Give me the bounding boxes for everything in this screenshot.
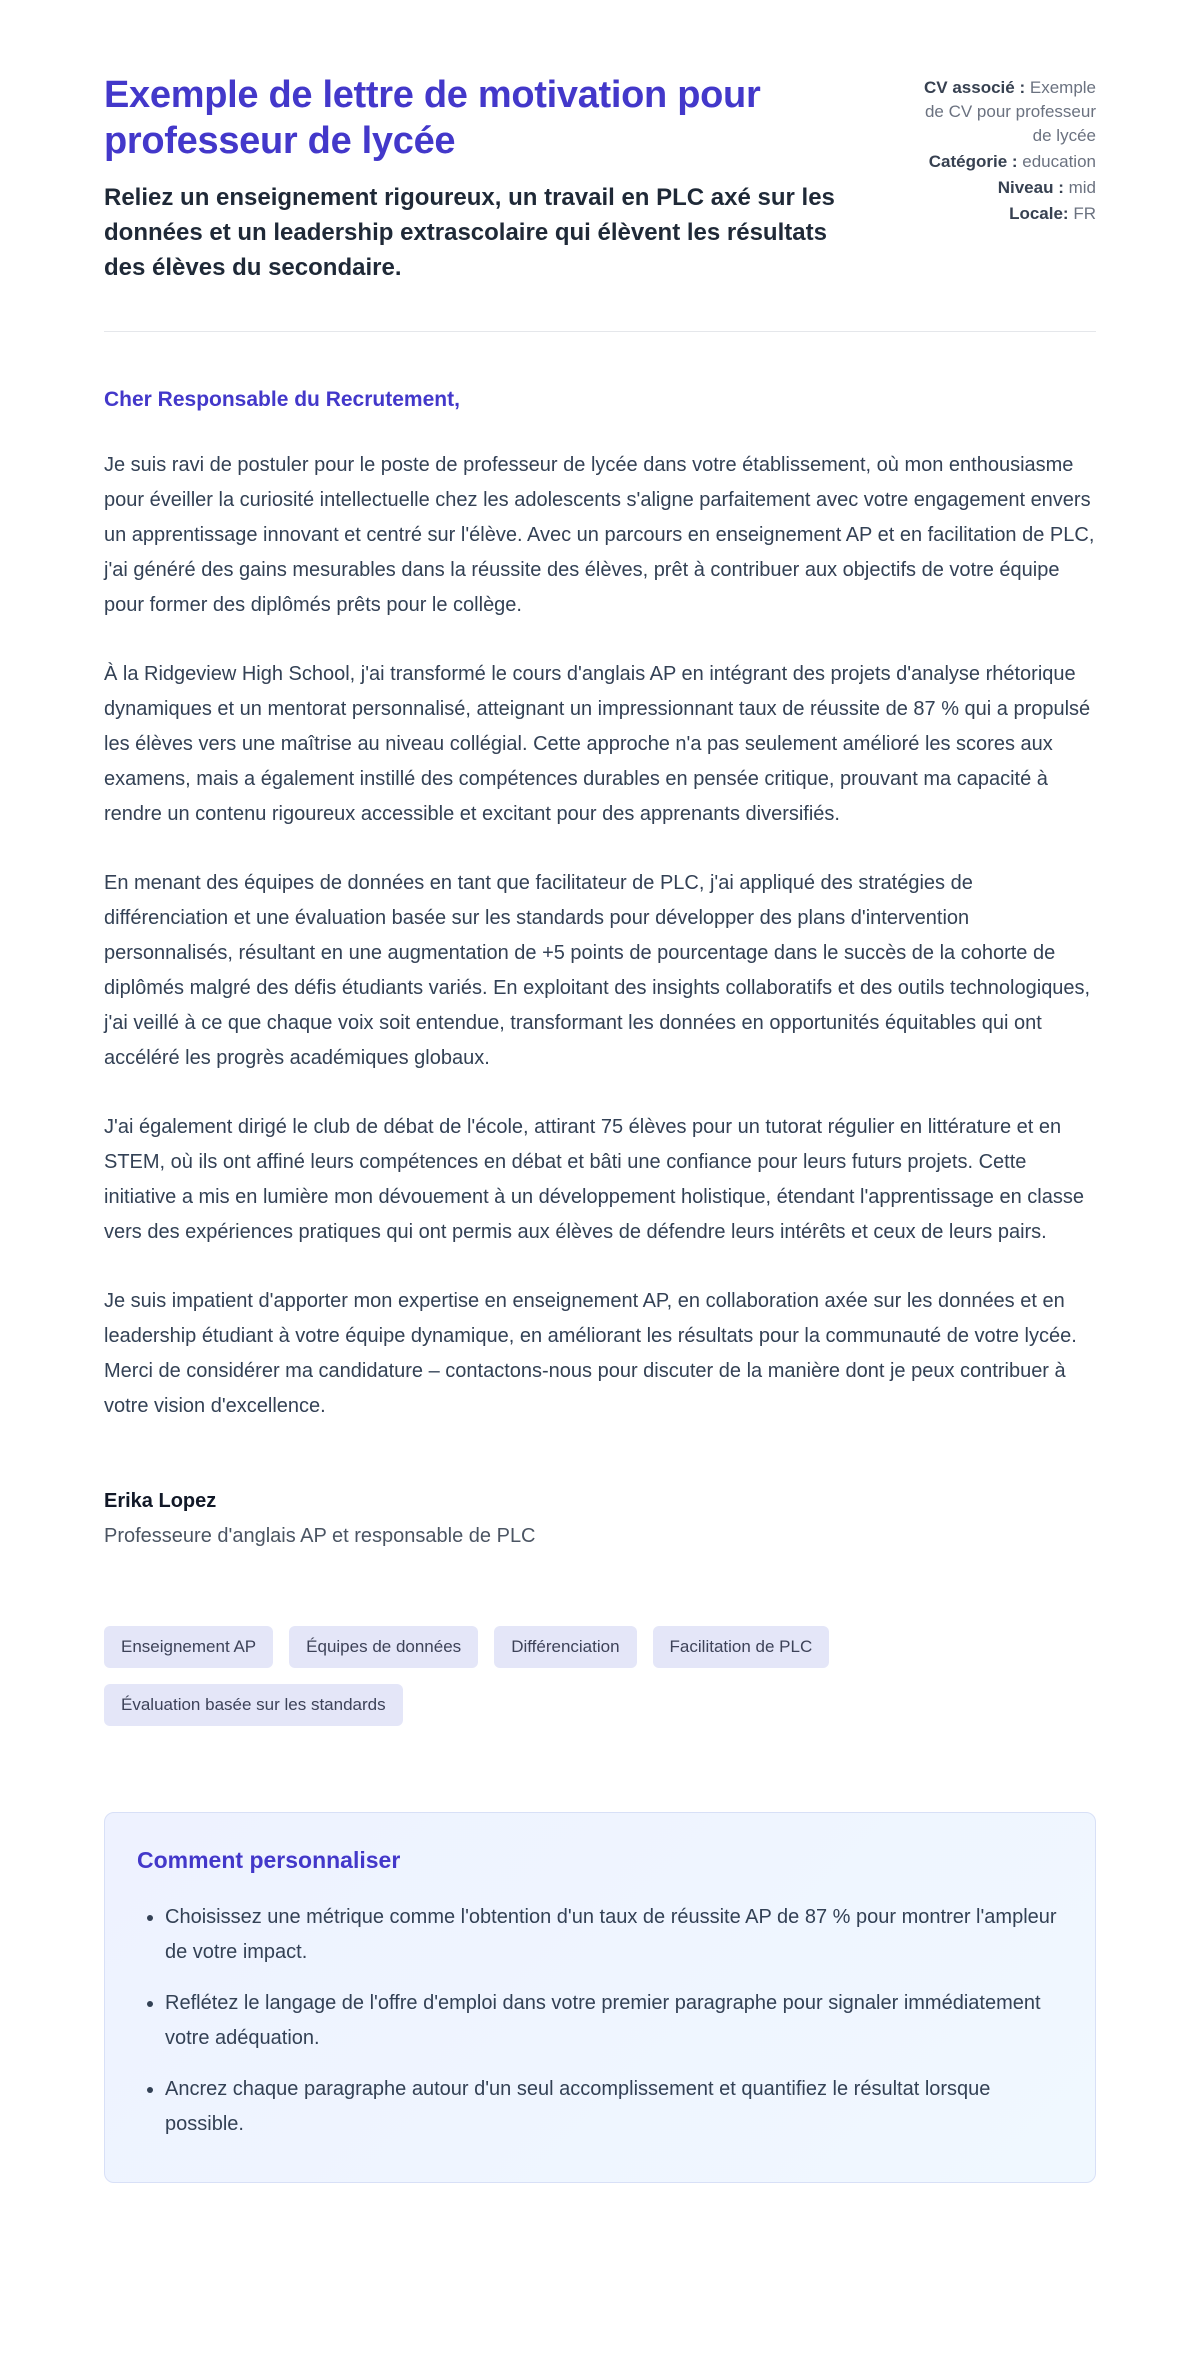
meta-label-niveau: Niveau : <box>997 178 1064 197</box>
cv-meta-panel <box>911 72 1096 228</box>
signature-name: Erika Lopez <box>104 1490 217 1512</box>
meta-value-niveau: mid <box>1068 178 1096 197</box>
letter-paragraph-1: Je suis ravi de postuler pour le poste de professeur de lycée dans votre établissement, où mon enthousiasme pour éveiller la curiosité intellectuelle chez les adolescents s'aligne parfaitement avec votre engagement envers un apprentissage innovant et centré sur l'élève. Avec un parcours en enseignement AP et en facilitation de PLC, j'ai généré des gains mesurables dans la réussite des élèves, prêt à contribuer aux objectifs de votre équipe pour former des diplômés prêts pour le collège. <box>104 454 1095 616</box>
meta-label-cv-associe: CV associé : <box>924 78 1026 97</box>
page-title: Exemple de lettre de motivation pour professeur de lycée <box>104 74 761 162</box>
letter-salutation: Cher Responsable du Recrutement, <box>104 388 460 411</box>
tips-list <box>137 1900 1057 2142</box>
page-header <box>104 72 1096 332</box>
meta-label-locale: Locale: <box>1009 204 1069 223</box>
header-title-block <box>104 72 871 285</box>
letter-paragraph-3: En menant des équipes de données en tant que facilitateur de PLC, j'ai appliqué des stratégies de différenciation et une évaluation basée sur les standards pour développer des plans d'intervention personnalisés, résultant en une augmentation de +5 points de pourcentage dans le succès de la cohorte de diplômés malgré des défis étudiants variés. En exploitant des insights collaboratifs et des outils technologiques, j'ai veillé à ce que chaque voix soit entendue, transformant les données en opportunités équitables qui ont accéléré les progrès académiques globaux. <box>104 872 1091 1069</box>
customization-tips-callout <box>104 1812 1096 2183</box>
cover-letter-body <box>104 388 1096 1548</box>
tip-item-1: • Choisissez une métrique comme l'obtention d'un taux de réussite AP de 87 % pour montrer l'ampleur de votre impact. <box>165 1900 1057 1970</box>
callout-title: Comment personnaliser <box>137 1847 401 1873</box>
tag-facilitation-plc: Facilitation de PLC <box>653 1626 830 1668</box>
tip-item-3: • Ancrez chaque paragraphe autour d'un seul accomplissement et quantifiez le résultat lorsque possible. <box>165 2072 1057 2142</box>
letter-paragraph-2: À la Ridgeview High School, j'ai transformé le cours d'anglais AP en intégrant des projets d'analyse rhétorique dynamiques et un mentorat personnalisé, atteignant un impressionnant taux de réussite de 87 % qui a propulsé les élèves vers une maîtrise au niveau collégial. Cette approche n'a pas seulement amélioré les scores aux examens, mais a également instillé des compétences durables en pensée critique, prouvant ma capacité à rendre un contenu rigoureux accessible et excitant pour des apprenants diversifiés. <box>104 663 1091 825</box>
related-cv-link[interactable]: Exemple de CV pour professeur de lycée <box>924 78 1096 145</box>
letter-paragraph-4: J'ai également dirigé le club de débat de l'école, attirant 75 élèves pour un tutorat régulier en littérature et en STEM, où ils ont affiné leurs compétences en débat et bâti une confiance pour leurs futurs projets. Cette initiative a mis en lumière mon dévouement à un développement holistique, étendant l'apprentissage en classe vers des expériences pratiques qui ont permis aux élèves de défendre leurs intérêts et ceux de leurs pairs. <box>104 1116 1084 1243</box>
meta-item-niveau <box>911 176 1096 200</box>
meta-item-locale <box>911 202 1096 226</box>
tag-evaluation-standards: Évaluation basée sur les standards <box>104 1684 403 1726</box>
meta-value-locale: FR <box>1073 204 1096 223</box>
tag-differenciation: Différenciation <box>494 1626 636 1668</box>
skill-tags <box>104 1626 864 1726</box>
signature-role: Professeure d'anglais AP et responsable de PLC <box>104 1525 536 1547</box>
signature-block <box>104 1490 1096 1548</box>
meta-item-categorie <box>911 150 1096 174</box>
meta-value-categorie: education <box>1022 152 1096 171</box>
tip-item-2: • Reflétez le langage de l'offre d'emploi dans votre premier paragraphe pour signaler immédiatement votre adéquation. <box>165 1986 1057 2056</box>
page-subtitle: Reliez un enseignement rigoureux, un travail en PLC axé sur les données et un leadership extrascolaire qui élèvent les résultats des élèves du secondaire. <box>104 184 835 281</box>
letter-paragraph-5: Je suis impatient d'apporter mon expertise en enseignement AP, en collaboration axée sur les données et en leadership étudiant à votre équipe dynamique, en améliorant les résultats pour la communauté de votre lycée. Merci de considérer ma candidature – contactons-nous pour discuter de la manière dont je peux contribuer à votre vision d'excellence. <box>104 1290 1077 1417</box>
meta-label-categorie: Catégorie : <box>928 152 1018 171</box>
tag-enseignement-ap: Enseignement AP <box>104 1626 273 1668</box>
meta-item-cv-associe <box>911 76 1096 148</box>
tag-equipes-de-donnees: Équipes de données <box>289 1626 478 1668</box>
